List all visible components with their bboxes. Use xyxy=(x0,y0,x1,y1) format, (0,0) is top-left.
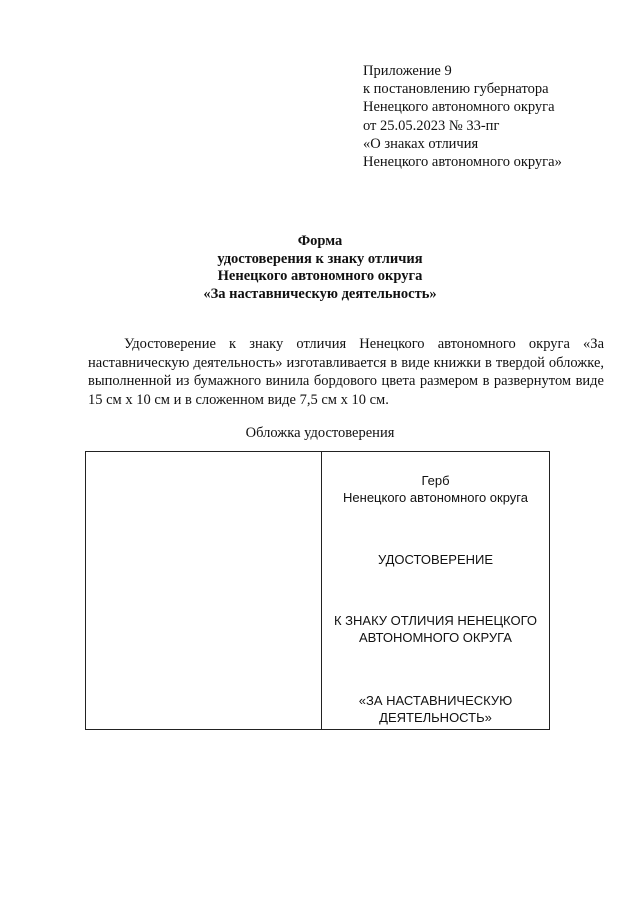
znak-line: К ЗНАКУ ОТЛИЧИЯ НЕНЕЦКОГО xyxy=(333,613,538,628)
cover-right-panel xyxy=(322,452,549,729)
badge-text xyxy=(322,612,549,646)
appendix-line: «О знаках отличия xyxy=(363,135,479,152)
cover-table xyxy=(85,451,550,730)
appendix-line: к постановлению губернатора xyxy=(363,81,549,98)
document-title xyxy=(0,233,640,303)
title-line: удостоверения к знаку отличия xyxy=(217,250,423,267)
cover-caption: Обложка удостоверения xyxy=(245,425,395,441)
description-paragraph: Удостоверение к знаку отличия Ненецкого автономного округа «За наставническую деятельность» изготавливается в виде книжки в твердой обложке, выполненной из бумажного винила бордового цвета размером в развернутом виде 15 см х 10 см и в сложенном виде 7,5 см х 10 см. xyxy=(88,336,604,408)
award-line: ДЕЯТЕЛЬНОСТЬ» xyxy=(379,710,492,725)
gerb-line: Герб xyxy=(421,473,450,488)
appendix-line: Приложение 9 xyxy=(363,63,452,79)
award-name xyxy=(322,692,549,726)
cover-left-panel xyxy=(86,452,322,729)
gerb-line: Ненецкого автономного округа xyxy=(343,490,528,505)
znak-line: АВТОНОМНОГО ОКРУГА xyxy=(359,630,512,645)
appendix-block xyxy=(363,62,633,171)
certificate-heading: УДОСТОВЕРЕНИЕ xyxy=(377,552,494,567)
award-line: «ЗА НАСТАВНИЧЕСКУЮ xyxy=(358,693,513,708)
title-line: «За наставническую деятельность» xyxy=(203,285,437,302)
coat-of-arms-text xyxy=(322,472,549,506)
title-line: Форма xyxy=(297,233,343,249)
appendix-line: Ненецкого автономного округа» xyxy=(363,154,562,171)
appendix-line: Ненецкого автономного округа xyxy=(363,99,555,116)
appendix-line: от 25.05.2023 № 33-пг xyxy=(363,117,500,134)
title-line: Ненецкого автономного округа xyxy=(217,268,423,284)
